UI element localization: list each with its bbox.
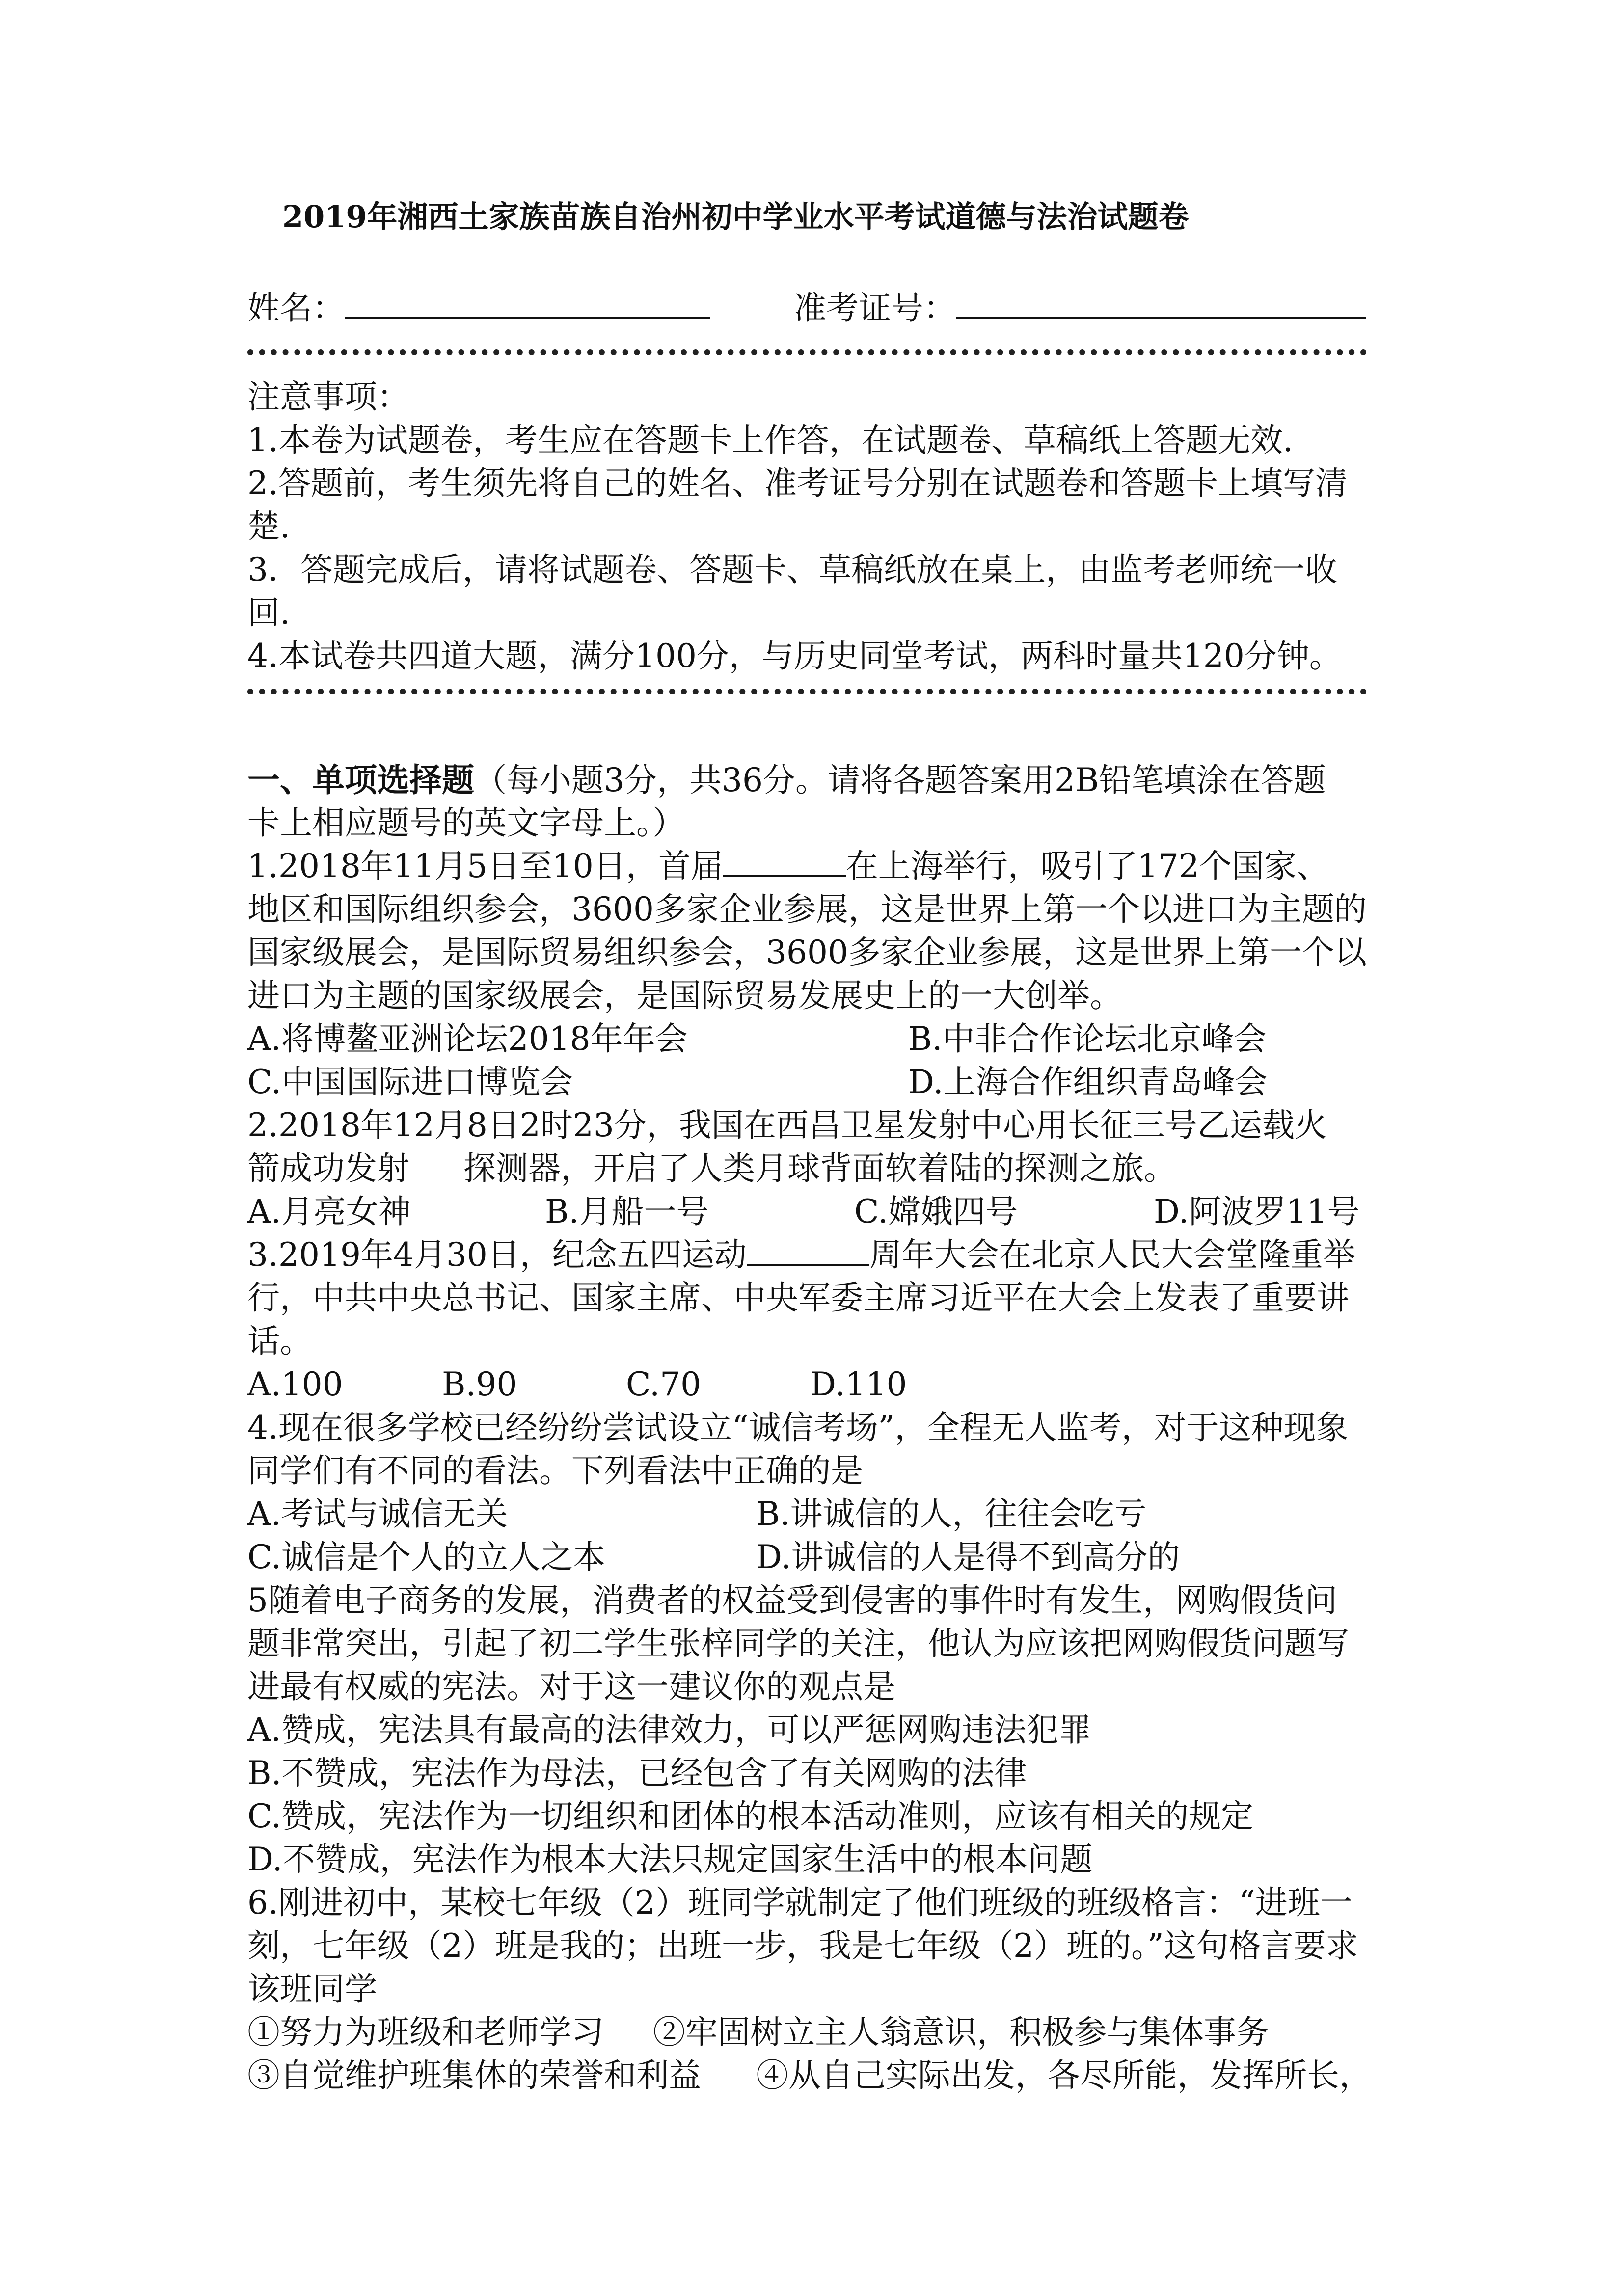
- note-3-line-1: 3．答题完成后，请将试题卷、答题卡、草稿纸放在桌上，由监考老师统一收: [247, 551, 1337, 588]
- question-3-text: 3.2019年4月30日，纪念五四运动: [247, 1236, 747, 1274]
- question-6-statement-3: ③自觉维护班集体的荣誉和利益: [247, 2056, 701, 2094]
- question-1-line-3: 国家级展会，是国际贸易组织参会，3600多家企业参展，这是世界上第一个以: [247, 934, 1367, 971]
- question-1-option-c: C.中国国际进口博览会: [247, 1063, 573, 1101]
- question-2-option-d: D.阿波罗11号: [1154, 1193, 1360, 1230]
- question-5-option-d: D.不赞成，宪法作为根本大法只规定国家生活中的根本问题: [247, 1841, 1093, 1878]
- question-4-option-b: B.讲诚信的人，往往会吃亏: [756, 1495, 1147, 1533]
- question-3-line-1: [247, 1233, 1355, 1277]
- question-2-option-a: A.月亮女神: [247, 1193, 411, 1230]
- question-6-statement-4: ④从自己实际出发，各尽所能，发挥所长，: [756, 2056, 1372, 2094]
- section-1-heading: 一、单项选择题: [247, 761, 474, 799]
- question-1-blank: [723, 845, 846, 877]
- question-6-statement-2: ②牢固树立主人翁意识，积极参与集体事务: [653, 2013, 1269, 2051]
- question-5-line-1: 5随着电子商务的发展，消费者的权益受到侵害的事件时有发生，网购假货问: [247, 1581, 1337, 1619]
- question-1-option-a: A.将博鳌亚洲论坛2018年年会: [247, 1020, 688, 1058]
- candidate-info-row: [247, 287, 1366, 330]
- question-6-line-3: 该班同学: [247, 1970, 377, 2008]
- question-4-line-2: 同学们有不同的看法。下列看法中正确的是: [247, 1452, 863, 1490]
- note-1: 1.本卷为试题卷，考生应在答题卡上作答，在试题卷、草稿纸上答题无效.: [247, 421, 1293, 459]
- question-5-line-3: 进最有权威的宪法。对于这一建议你的观点是: [247, 1668, 895, 1706]
- question-3-line-3: 话。: [247, 1322, 312, 1360]
- question-5-option-c: C.赞成，宪法作为一切组织和团体的根本活动准则，应该有相关的规定: [247, 1797, 1254, 1835]
- question-1-text: 1.2018年11月5日至10日，首届: [247, 847, 723, 885]
- question-2-line-1: 2.2018年12月8日2时23分，我国在西昌卫星发射中心用长征三号乙运载火: [247, 1106, 1327, 1144]
- name-field[interactable]: [345, 287, 710, 319]
- question-3-text: 周年大会在北京人民大会堂隆重举: [869, 1236, 1355, 1274]
- question-4-option-d: D.讲诚信的人是得不到高分的: [756, 1538, 1180, 1576]
- question-2-line-2: [247, 1147, 1176, 1190]
- question-3-blank: [747, 1233, 869, 1266]
- note-2-line-1: 2.答题前，考生须先将自己的姓名、准考证号分别在试题卷和答题卡上填写清: [247, 464, 1348, 502]
- note-2-line-2: 楚.: [247, 507, 290, 545]
- note-3-line-2: 回.: [247, 594, 290, 632]
- question-1-text: 在上海举行，吸引了172个国家、: [845, 847, 1329, 885]
- dotted-divider: [247, 689, 1367, 694]
- question-1-line-2: 地区和国际组织参会，3600多家企业参展，这是世界上第一个以进口为主题的: [247, 890, 1367, 928]
- name-label: 姓名：: [247, 289, 345, 327]
- question-2-option-b: B.月船一号: [545, 1193, 709, 1230]
- note-4: 4.本试卷共四道大题，满分100分，与历史同堂考试，两科时量共120分钟。: [247, 637, 1342, 675]
- exam-title: 2019年湘西土家族苗族自治州初中学业水平考试道德与法治试题卷: [282, 199, 1189, 235]
- question-3-option-c: C.70: [626, 1365, 702, 1403]
- question-4-line-1: 4.现在很多学校已经纷纷尝试设立“诚信考场”，全程无人监考，对于这种现象: [247, 1409, 1349, 1446]
- question-5-line-2: 题非常突出，引起了初二学生张梓同学的关注，他认为应该把网购假货问题写: [247, 1625, 1349, 1662]
- question-2-option-c: C.嫦娥四号: [854, 1193, 1018, 1230]
- section-1-instructions: [247, 758, 1326, 802]
- question-6-statement-1: ①努力为班级和老师学习: [247, 2013, 604, 2051]
- section-1-instructions-line-2: 卡上相应题号的英文字母上。）: [247, 804, 685, 842]
- question-3-option-b: B.90: [442, 1365, 517, 1403]
- question-4-option-c: C.诚信是个人的立人之本: [247, 1538, 606, 1576]
- question-2-text: 箭成功发射: [247, 1149, 409, 1187]
- section-1-instructions-text: （每小题3分，共36分。请将各题答案用2B铅笔填涂在答题: [474, 761, 1326, 799]
- notes-heading: 注意事项：: [247, 378, 409, 416]
- question-3-option-d: D.110: [810, 1365, 907, 1403]
- question-6-line-1: 6.刚进初中，某校七年级（2）班同学就制定了他们班级的班级格言：“进班一: [247, 1884, 1353, 1922]
- question-6-line-2: 刻，七年级（2）班是我的；出班一步，我是七年级（2）班的。”这句格言要求: [247, 1927, 1358, 1965]
- question-3-line-2: 行，中共中央总书记、国家主席、中央军委主席习近平在大会上发表了重要讲: [247, 1279, 1349, 1317]
- question-1-option-d: D.上海合作组织青岛峰会: [908, 1063, 1268, 1101]
- question-5-option-b: B.不赞成，宪法作为母法，已经包含了有关网购的法律: [247, 1754, 1027, 1792]
- question-2-text: 探测器，开启了人类月球背面软着陆的探测之旅。: [463, 1149, 1176, 1187]
- question-3-option-a: A.100: [247, 1365, 343, 1403]
- question-1-line-1: [247, 845, 1329, 888]
- question-1-option-b: B.中非合作论坛北京峰会: [908, 1020, 1267, 1058]
- question-1-line-4: 进口为主题的国家级展会，是国际贸易发展史上的一大创举。: [247, 977, 1122, 1015]
- dotted-divider: [247, 349, 1367, 355]
- ticket-label: 准考证号：: [794, 289, 956, 327]
- ticket-number-field[interactable]: [956, 287, 1366, 319]
- question-5-option-a: A.赞成，宪法具有最高的法律效力，可以严惩网购违法犯罪: [247, 1711, 1091, 1749]
- question-4-option-a: A.考试与诚信无关: [247, 1495, 508, 1533]
